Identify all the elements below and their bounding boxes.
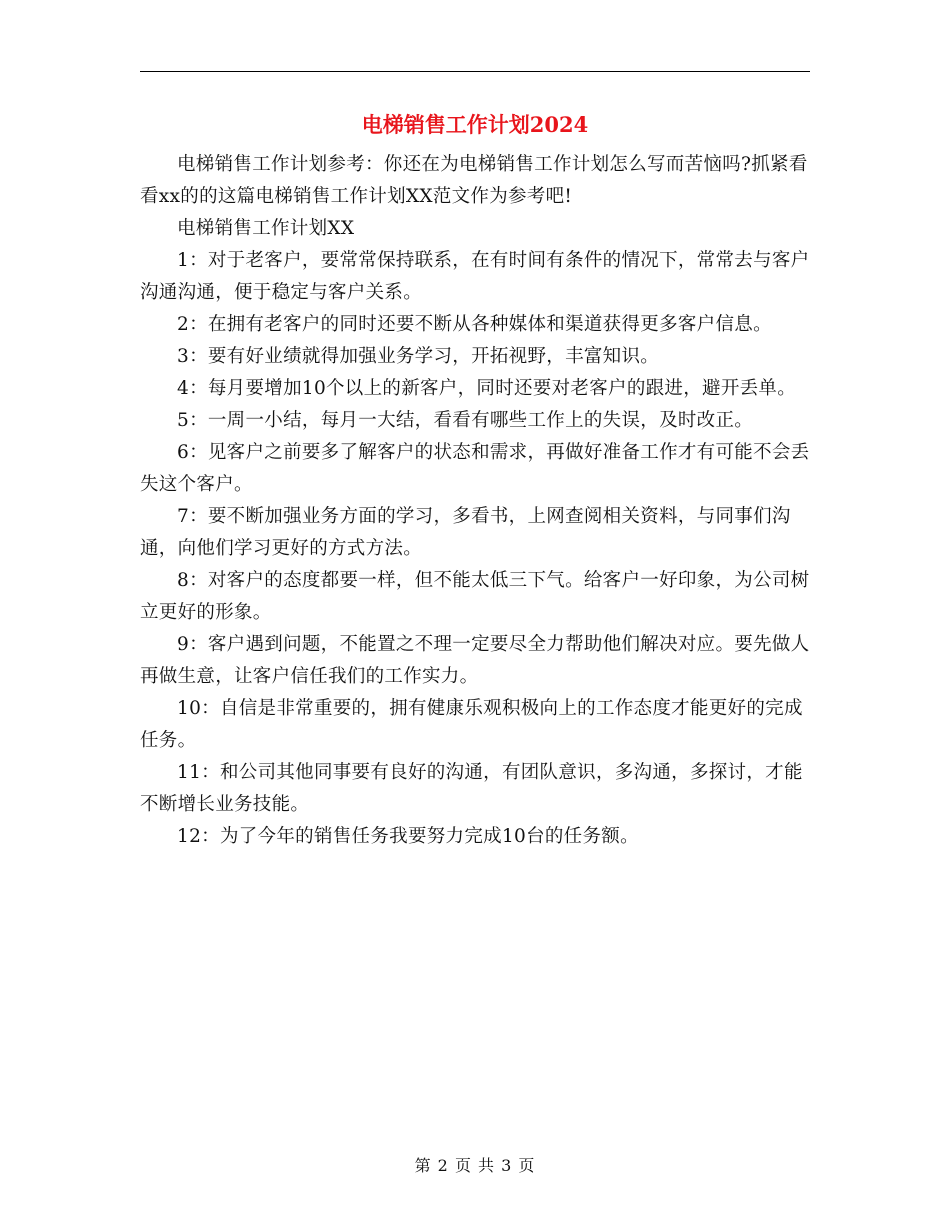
paragraph-item-1: 1：对于老客户，要常常保持联系，在有时间有条件的情况下，常常去与客户沟通沟通，便于稳定与客户关系。 <box>140 250 810 303</box>
page-footer: 第 2 页 共 3 页 <box>414 1156 536 1175</box>
document-title: 电梯销售工作计划2024 <box>361 112 589 137</box>
paragraph-item-10: 10：自信是非常重要的，拥有健康乐观积极向上的工作态度才能更好的完成任务。 <box>140 698 803 751</box>
paragraph-item-2: 2：在拥有老客户的同时还要不断从各种媒体和渠道获得更多客户信息。 <box>177 314 772 335</box>
paragraph-item-6: 6：见客户之前要多了解客户的状态和需求，再做好准备工作才有可能不会丢失这个客户。 <box>140 442 810 495</box>
paragraph-item-3: 3：要有好业绩就得加强业务学习，开拓视野，丰富知识。 <box>177 346 660 367</box>
paragraph-item-9: 9：客户遇到问题，不能置之不理一定要尽全力帮助他们解决对应。要先做人再做生意，让客户信任我们的工作实力。 <box>140 634 810 687</box>
header-rule <box>140 71 810 72</box>
document-body <box>140 149 814 853</box>
paragraph-item-12: 12：为了今年的销售任务我要努力完成10台的任务额。 <box>177 826 639 847</box>
paragraph-subtitle: 电梯销售工作计划XX <box>177 218 355 239</box>
paragraph-intro: 电梯销售工作计划参考：你还在为电梯销售工作计划怎么写而苦恼吗?抓紧看看xx的的这篇电梯销售工作计划XX范文作为参考吧! <box>140 154 808 207</box>
paragraph-item-11: 11：和公司其他同事要有良好的沟通，有团队意识，多沟通，多探讨，才能不断增长业务技能。 <box>140 762 803 815</box>
paragraph-item-8: 8：对客户的态度都要一样，但不能太低三下气。给客户一好印象，为公司树立更好的形象。 <box>140 570 810 623</box>
paragraph-item-7: 7：要不断加强业务方面的学习，多看书，上网查阅相关资料，与同事们沟通，向他们学习更好的方式方法。 <box>140 506 791 559</box>
paragraph-item-5: 5：一周一小结，每月一大结，看看有哪些工作上的失误，及时改正。 <box>177 410 754 431</box>
paragraph-item-4: 4：每月要增加10个以上的新客户，同时还要对老客户的跟进，避开丢单。 <box>177 378 797 399</box>
